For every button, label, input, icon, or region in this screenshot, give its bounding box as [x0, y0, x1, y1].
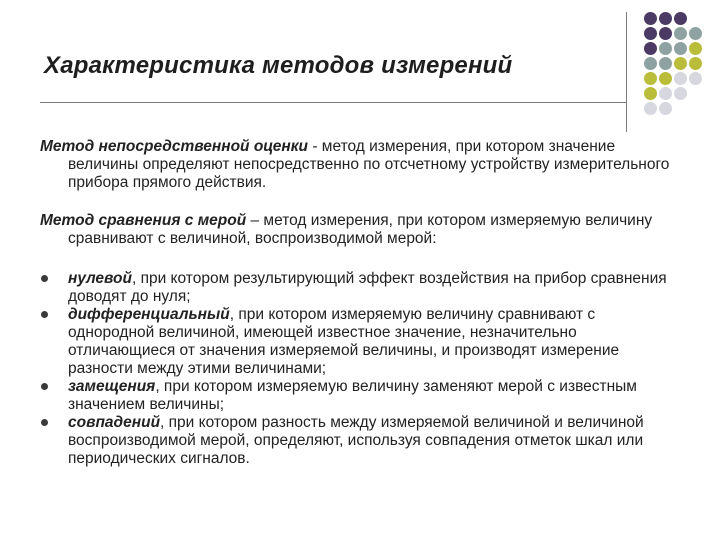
list-item-text: , при котором измеряемую величину сравнивают с однородной величиной, имеющей известное значение, незначительно отличающиеся от значения измеряемой величины, и производят измерение разности между этими величинами; [68, 306, 620, 377]
dot [644, 42, 657, 55]
dot [674, 27, 687, 40]
list-item-term: нулевой [68, 270, 132, 287]
decorative-dot-grid [640, 10, 720, 120]
dot [659, 102, 672, 115]
list-item-term: дифференциальный [68, 306, 230, 323]
dot [674, 72, 687, 85]
list-item-term: совпадений [68, 414, 161, 431]
dot [689, 72, 702, 85]
dot [689, 27, 702, 40]
dot [659, 27, 672, 40]
definition-comparison-method: – метод измерения, при котором измеряемую величину сравнивают с величиной, воспроизводимой мерой: [68, 212, 653, 247]
dot [644, 102, 657, 115]
dot [644, 87, 657, 100]
dot [659, 72, 672, 85]
paragraph-direct-method [40, 138, 680, 192]
term-comparison-method: Метод сравнения с мерой [40, 212, 247, 229]
list-item-term: замещения [68, 378, 156, 395]
dot [644, 27, 657, 40]
title-divider [40, 102, 626, 103]
dot [659, 87, 672, 100]
dot [674, 57, 687, 70]
bullet-icon [41, 419, 48, 426]
list-item [40, 270, 680, 306]
dot [674, 42, 687, 55]
dot [659, 12, 672, 25]
bullet-icon [41, 275, 48, 282]
dot [644, 12, 657, 25]
dot [689, 57, 702, 70]
slide-title: Характеристика методов измерений [44, 52, 513, 79]
list-item [40, 306, 680, 378]
bullet-icon [41, 311, 48, 318]
list-item [40, 414, 680, 468]
dot [689, 42, 702, 55]
dot [644, 72, 657, 85]
list-item-text: , при котором измеряемую величину заменяют мерой с известным значением величины; [68, 378, 637, 413]
dot [674, 87, 687, 100]
slide-body [40, 138, 680, 468]
definition-direct-method: - метод измерения, при котором значение величины определяют непосредственно по отсчетному устройству измерительного прибора прямого действия. [68, 138, 670, 191]
vertical-divider [626, 12, 627, 132]
list-item-text: , при котором результирующий эффект воздействия на прибор сравнения доводят до нуля; [68, 270, 667, 305]
dot [674, 12, 687, 25]
term-direct-method: Метод непосредственной оценки [40, 138, 309, 155]
dot [659, 57, 672, 70]
dot [659, 42, 672, 55]
paragraph-comparison-method [40, 212, 680, 248]
list-item-text: , при котором разность между измеряемой величиной и величиной воспроизводимой мерой, определяют, используя совпадения отметок шкал или периодических сигналов. [68, 414, 644, 467]
bullet-icon [41, 383, 48, 390]
dot [644, 57, 657, 70]
list-item [40, 378, 680, 414]
comparison-methods-list [40, 270, 680, 468]
